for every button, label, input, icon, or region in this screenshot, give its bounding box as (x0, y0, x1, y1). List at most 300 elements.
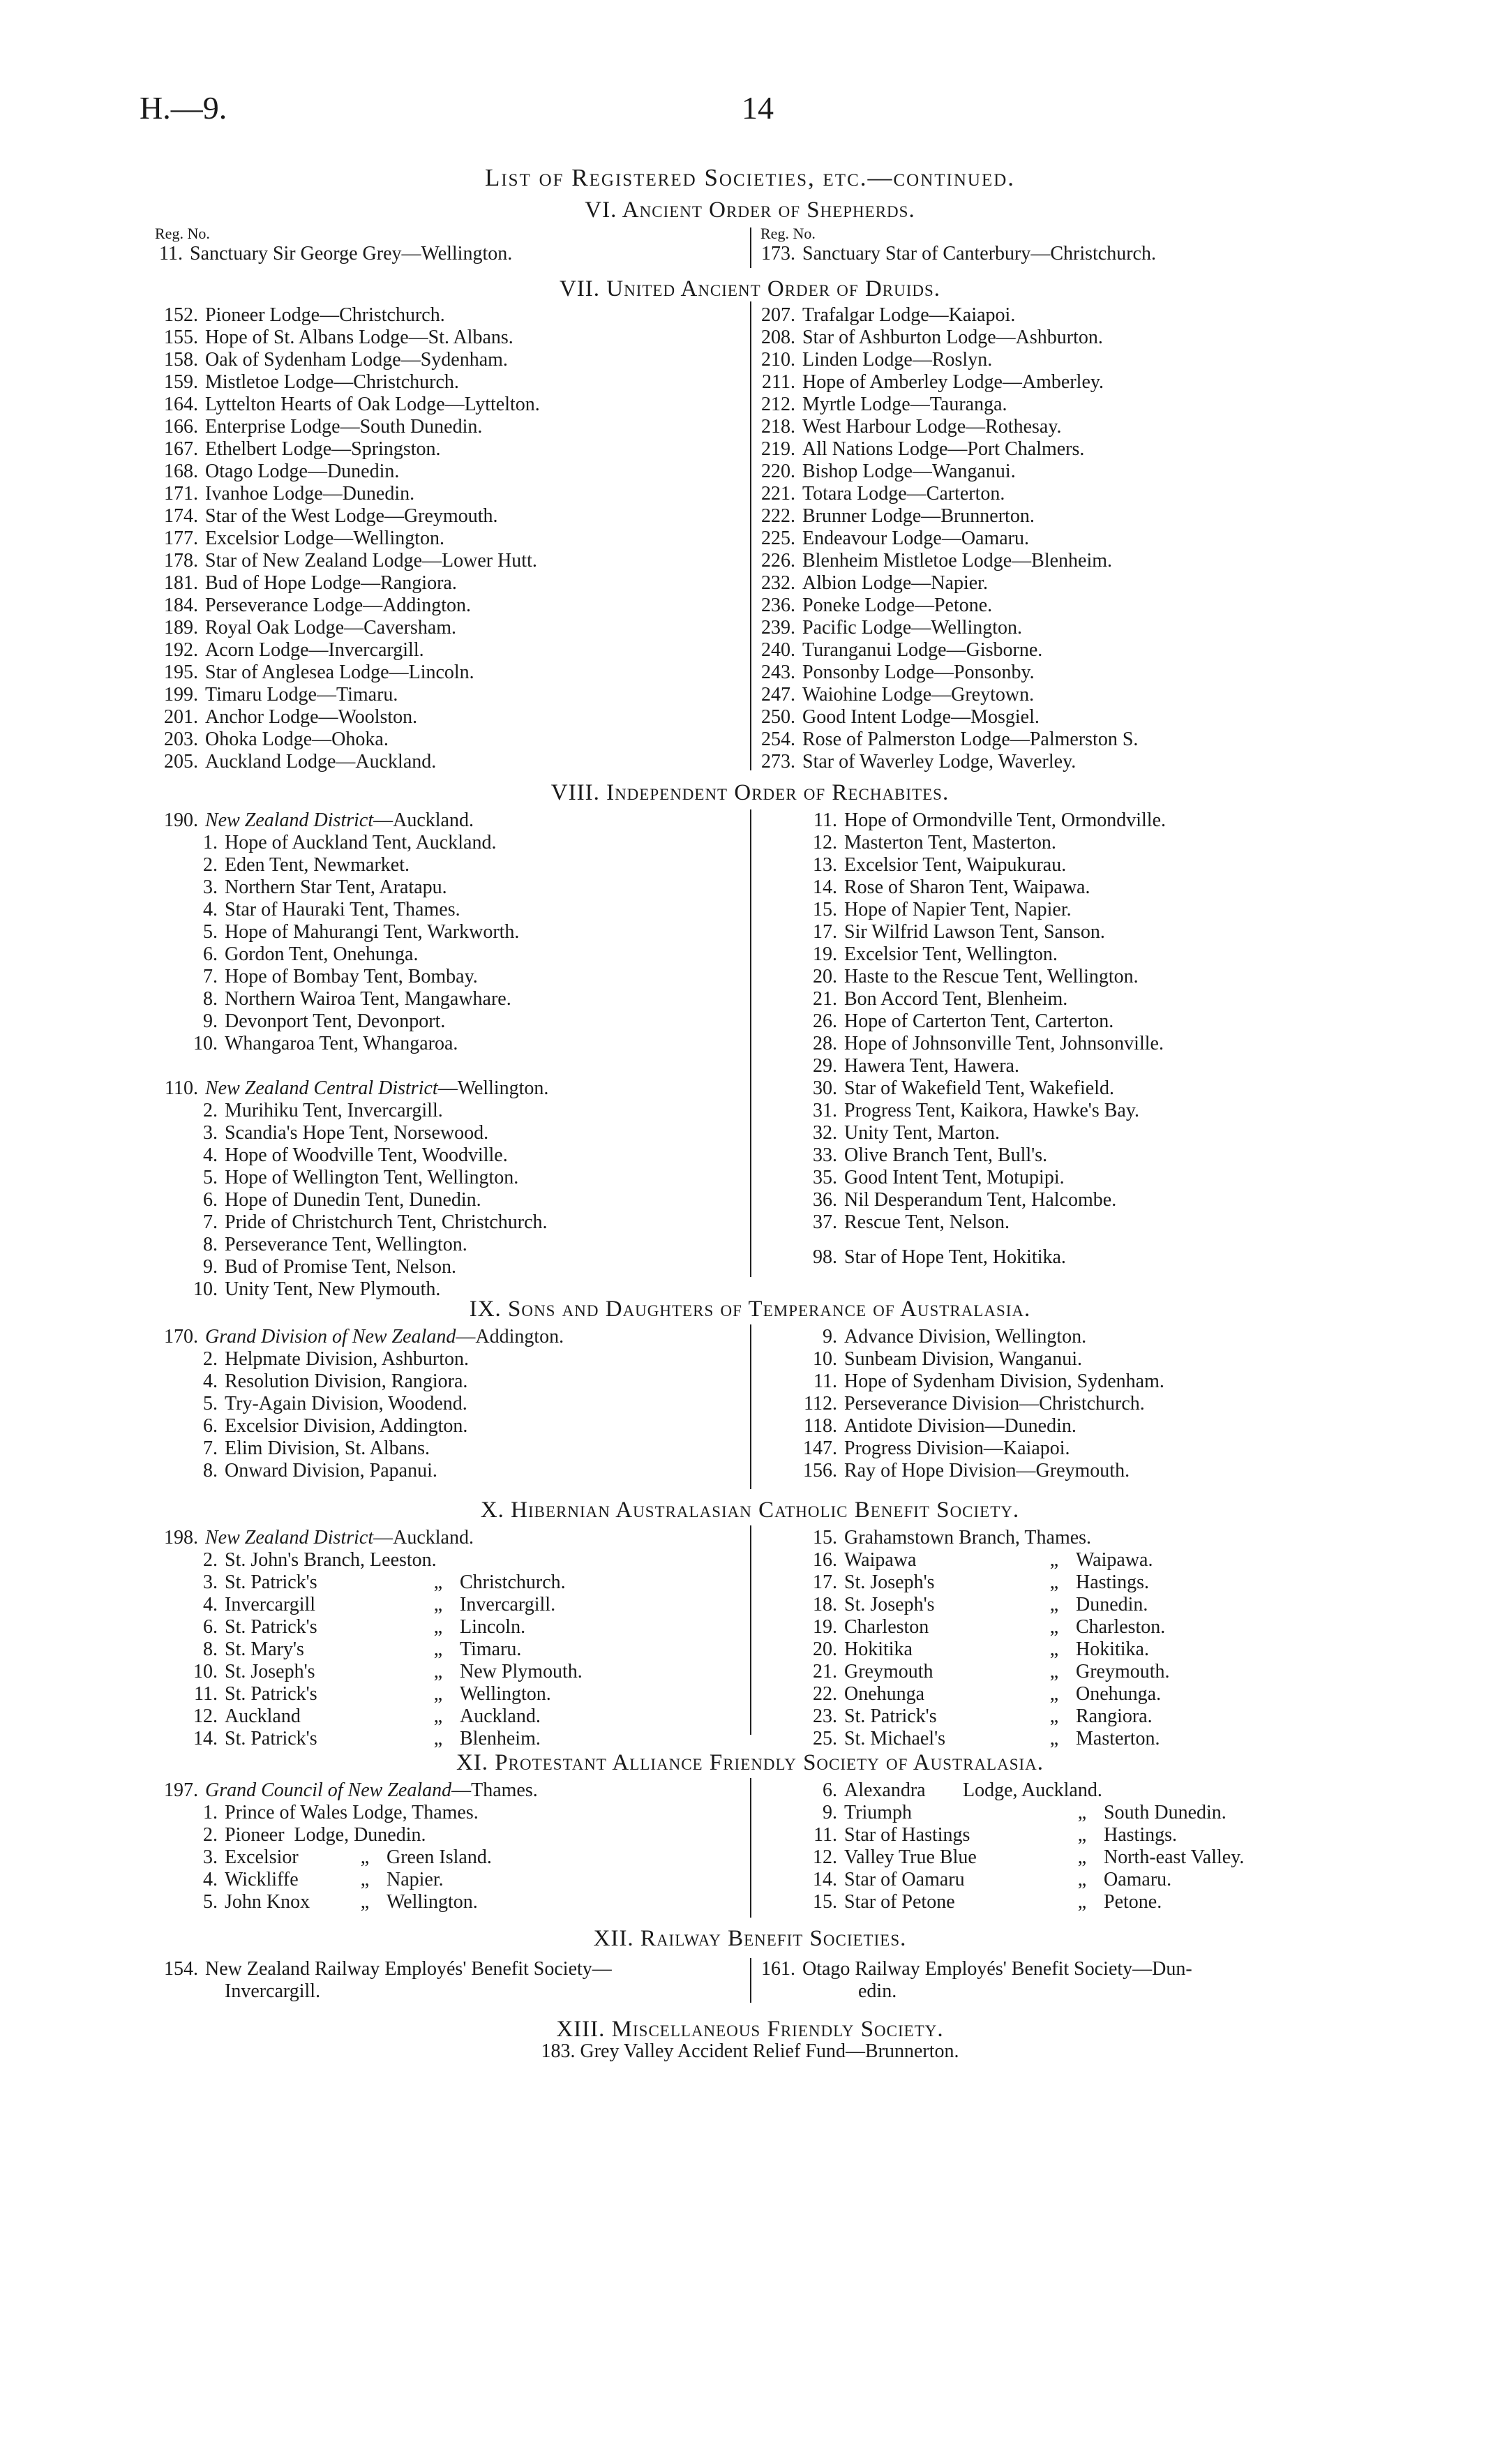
reg-number: 192. (164, 639, 198, 661)
list-item (802, 1802, 1244, 1824)
list-item (155, 1371, 564, 1393)
group-heading: 198. New Zealand District—Auckland. (164, 1527, 474, 1548)
reg-number: 221. (761, 483, 795, 505)
society-name: Perseverance Division—Christchurch. (844, 1393, 1145, 1414)
society-name: Endeavour Lodge—Oamaru. (802, 528, 1029, 549)
society-name: Mistletoe Lodge—Christchurch. (205, 371, 459, 393)
society-name: Resolution Division, Rangiora. (225, 1371, 468, 1392)
society-name: Hope of Johnsonville Tent, Johnsonville. (844, 1033, 1164, 1054)
society-name: Antidote Division—Dunedin. (844, 1415, 1077, 1437)
society-name: Pride of Christchurch Tent, Christchurch. (225, 1211, 548, 1233)
list-item (760, 751, 1138, 773)
society-name: Northern Wairoa Tent, Mangawhare. (225, 988, 511, 1010)
reg-number: 205. (164, 751, 198, 772)
society-name: Progress Division—Kaiapoi. (844, 1438, 1070, 1459)
society-name: Star of Wakefield Tent, Wakefield. (844, 1077, 1114, 1099)
group-heading: 190. New Zealand District—Auckland. (164, 809, 474, 831)
reg-number: 5. (203, 1891, 218, 1913)
reg-number: 37. (813, 1211, 837, 1233)
section-8-group-2 (155, 1077, 548, 1301)
reg-number: 28. (813, 1033, 837, 1054)
list-item (155, 416, 540, 438)
branch-name: St. Joseph's (225, 1661, 315, 1682)
reg-number: 166. (164, 416, 198, 438)
list-item (802, 1594, 1170, 1616)
reg-number: 35. (813, 1167, 837, 1188)
ditto-mark: „ (433, 1728, 443, 1749)
reg-number: 22. (813, 1683, 837, 1705)
branch-name: St. Mary's (225, 1638, 304, 1660)
list-item (802, 1167, 1166, 1189)
ditto-mark: „ (433, 1683, 443, 1705)
branch-place: Onehunga. (1076, 1683, 1162, 1705)
list-item (155, 943, 519, 966)
society-name: Rose of Sharon Tent, Waipawa. (844, 876, 1090, 898)
section-11-title: XI. Protestant Alliance Friendly Society of Australasia. (456, 1750, 1044, 1775)
list-item (760, 729, 1138, 751)
branch-place: Green Island. (387, 1846, 492, 1868)
section-13-item: 183. Grey Valley Accident Relief Fund—Brunnerton. (541, 2040, 959, 2062)
branch-name: Valley True Blue (844, 1846, 977, 1868)
group-heading: 110. New Zealand Central District—Wellington. (165, 1077, 549, 1099)
section-6-title: VI. Ancient Order of Shepherds. (585, 197, 915, 223)
ditto-mark: „ (1049, 1683, 1059, 1705)
society-name: Pacific Lodge—Wellington. (802, 617, 1022, 639)
list-item (155, 1211, 548, 1234)
reg-number: 239. (761, 617, 795, 639)
reg-number: 26. (813, 1010, 837, 1032)
reg-number: 9. (203, 1010, 218, 1032)
column-divider (750, 1958, 751, 2003)
reg-number: 12. (813, 832, 837, 853)
reg-number: 14. (813, 1869, 837, 1890)
list-item (155, 899, 519, 921)
society-name: Excelsior Lodge—Wellington. (205, 528, 444, 549)
reg-number: 5. (203, 1393, 218, 1414)
reg-number: 184. (164, 595, 198, 616)
group-heading: 170. Grand Division of New Zealand—Addington. (164, 1326, 564, 1347)
society-name: Star of Hauraki Tent, Thames. (225, 899, 460, 920)
reg-number: 208. (761, 327, 795, 348)
reg-number: 3. (203, 1846, 218, 1868)
branch-name: Star of Oamaru (844, 1869, 965, 1890)
reg-number: 273. (761, 751, 795, 772)
ditto-mark: „ (1049, 1728, 1059, 1749)
society-name: Hope of Sydenham Division, Sydenham. (844, 1371, 1164, 1392)
section-8-group-1 (155, 809, 519, 1055)
list-item (155, 639, 540, 662)
society-name: Hope of Mahurangi Tent, Warkworth. (225, 921, 520, 943)
society-name: Star of Waverley Lodge, Waverley. (802, 751, 1077, 772)
section-7-title: VII. United Ancient Order of Druids. (559, 276, 941, 301)
reg-number: 171. (164, 483, 198, 505)
list-item (155, 1348, 564, 1371)
reg-number: 14. (813, 876, 837, 898)
list-item (802, 1638, 1170, 1661)
society-name: Excelsior Tent, Waipukurau. (844, 854, 1067, 876)
list-item (802, 854, 1166, 876)
list-item (802, 832, 1166, 854)
reg-number: 195. (164, 662, 198, 683)
list-item (802, 1869, 1244, 1891)
society-name: Advance Division, Wellington. (844, 1326, 1087, 1347)
list-item (802, 1571, 1170, 1594)
society-name: Perseverance Tent, Wellington. (225, 1234, 467, 1255)
ditto-mark: „ (360, 1869, 370, 1890)
reg-number: 6. (203, 1616, 218, 1638)
society-name: Albion Lodge—Napier. (802, 572, 988, 594)
reg-number: 4. (203, 1144, 218, 1166)
list-item (760, 662, 1138, 684)
branch-name: Charleston (844, 1616, 929, 1638)
ditto-mark: „ (1049, 1594, 1059, 1615)
list-item (760, 706, 1138, 729)
reg-number: 4. (203, 1371, 218, 1392)
list-item (155, 483, 540, 505)
page-number: 14 (742, 90, 774, 126)
reg-number: 155. (164, 327, 198, 348)
society-name: Sunbeam Division, Wanganui. (844, 1348, 1082, 1370)
list-item (802, 1122, 1166, 1144)
list-item (802, 1144, 1166, 1167)
reg-number: 11. (813, 1824, 837, 1846)
list-item (802, 943, 1166, 966)
reg-number: 9. (823, 1802, 837, 1823)
section-8-right-extra (802, 1246, 1066, 1269)
reg-number: 8. (203, 1638, 218, 1660)
society-name: Turanganui Lodge—Gisborne. (802, 639, 1043, 661)
society-name: Ethelbert Lodge—Springston. (205, 438, 441, 460)
list-item (802, 1728, 1170, 1750)
list-item (155, 1705, 583, 1728)
branch-place: Lincoln. (460, 1616, 526, 1638)
branch-place: Wellington. (387, 1891, 478, 1913)
reg-number: 177. (164, 528, 198, 549)
section-12-title: XII. Railway Benefit Societies. (593, 1926, 907, 1951)
list-item (760, 394, 1138, 416)
society-name: Poneke Lodge—Petone. (802, 595, 993, 616)
column-divider (750, 301, 751, 770)
reg-number: 7. (203, 966, 218, 987)
society-name: Hope of Carterton Tent, Carterton. (844, 1010, 1114, 1032)
list-item (155, 662, 540, 684)
list-item (760, 684, 1138, 706)
reg-number: 32. (813, 1122, 837, 1144)
list-item (155, 1616, 583, 1638)
branch-name: Star of Petone (844, 1891, 955, 1913)
society-name: Excelsior Division, Addington. (225, 1415, 468, 1437)
list-item (802, 1891, 1244, 1913)
society-name: Brunner Lodge—Brunnerton. (802, 505, 1035, 527)
report-reference: H.—9. (140, 90, 227, 126)
branch-place: Christchurch. (460, 1571, 566, 1593)
list-item (802, 1055, 1166, 1077)
group-items (155, 1348, 564, 1482)
society-name: Anchor Lodge—Woolston. (205, 706, 418, 728)
society-name: Perseverance Lodge—Addington. (205, 595, 471, 616)
branch-name: Auckland (225, 1705, 301, 1727)
ditto-mark: „ (433, 1571, 443, 1593)
list-item (155, 595, 540, 617)
ditto-mark: „ (1049, 1571, 1059, 1593)
group-items (155, 1846, 538, 1913)
branch-name: Invercargill (225, 1594, 316, 1615)
reg-number: 174. (164, 505, 198, 527)
reg-number: 168. (164, 461, 198, 482)
list-item-continuation: Invercargill. (225, 1980, 321, 2002)
branch-name: Greymouth (844, 1661, 933, 1682)
society-name: Elim Division, St. Albans. (225, 1438, 430, 1459)
list-item (155, 1460, 564, 1482)
branch-name: Wickliffe (225, 1869, 299, 1890)
society-name: Northern Star Tent, Aratapu. (225, 876, 447, 898)
reg-number: 13. (813, 854, 837, 876)
reg-number: 167. (164, 438, 198, 460)
reg-number: 25. (813, 1728, 837, 1749)
society-name: Bud of Hope Lodge—Rangiora. (205, 572, 457, 594)
list-item (760, 1371, 1164, 1393)
ditto-mark: „ (360, 1891, 370, 1913)
branch-name: Waipawa (844, 1549, 917, 1571)
reg-number: 5. (203, 1167, 218, 1188)
reg-number: 158. (164, 349, 198, 371)
section-9-title: IX. Sons and Daughters of Temperance of Australasia. (469, 1297, 1031, 1322)
reg-number: 147. (803, 1438, 837, 1459)
branch-name: St. Joseph's (844, 1594, 935, 1615)
reg-number: 199. (164, 684, 198, 705)
reg-number: 30. (813, 1077, 837, 1099)
branch-place: Invercargill. (460, 1594, 556, 1615)
reg-no-header-right: Reg. No. (760, 225, 816, 242)
branch-name: Onehunga (844, 1683, 925, 1705)
reg-number: 218. (761, 416, 795, 438)
list-item (155, 988, 519, 1010)
reg-number: 20. (813, 1638, 837, 1660)
list-item (760, 595, 1138, 617)
list-item: 1. Prince of Wales Lodge, Thames. (203, 1802, 479, 1823)
list-item (760, 528, 1138, 550)
list-item (155, 1638, 583, 1661)
ditto-mark: „ (1049, 1705, 1059, 1727)
branch-place: Oamaru. (1104, 1869, 1172, 1890)
list-item (155, 1661, 583, 1683)
reg-number: 36. (813, 1189, 837, 1211)
reg-number: 15. (813, 899, 837, 920)
reg-number: 2. (203, 854, 218, 876)
branch-place: Wellington. (460, 1683, 551, 1705)
list-item (155, 1594, 583, 1616)
list-item (802, 899, 1166, 921)
section-11-right (802, 1779, 1244, 1913)
society-name: Waiohine Lodge—Greytown. (802, 684, 1035, 705)
section-8-right (802, 809, 1166, 1234)
reg-number: 164. (164, 394, 198, 415)
list-item (155, 1728, 583, 1750)
list-item (760, 349, 1138, 371)
reg-number: 4. (203, 899, 218, 920)
reg-number: 33. (813, 1144, 837, 1166)
society-name: Royal Oak Lodge—Caversham. (205, 617, 457, 639)
list-item (155, 1846, 538, 1869)
reg-number: 8. (203, 1460, 218, 1481)
list-item (155, 505, 540, 528)
column-divider (750, 227, 751, 268)
list-item (802, 1705, 1170, 1728)
branch-place: Napier. (387, 1869, 444, 1890)
reg-number: 3. (203, 1122, 218, 1144)
list-item (802, 1616, 1170, 1638)
society-name: Star of the West Lodge—Greymouth. (205, 505, 498, 527)
main-title: List of Registered Societies, etc.—continued. (484, 164, 1016, 191)
branch-place: Petone. (1104, 1891, 1162, 1913)
reg-number: 232. (761, 572, 795, 594)
section-7-left (155, 304, 540, 773)
society-name: Helpmate Division, Ashburton. (225, 1348, 469, 1370)
list-item (760, 483, 1138, 505)
reg-number: 222. (761, 505, 795, 527)
society-name: Olive Branch Tent, Bull's. (844, 1144, 1048, 1166)
list-item: 11. Sanctuary Sir George Grey—Wellington. (159, 243, 513, 264)
list-item (155, 371, 540, 394)
society-name: Ponsonby Lodge—Ponsonby. (802, 662, 1035, 683)
list-item (155, 1144, 548, 1167)
list-item (155, 1256, 548, 1278)
reg-number: 7. (203, 1211, 218, 1233)
section-12-left (155, 1958, 612, 2003)
section-6-left (140, 243, 512, 265)
reg-number: 189. (164, 617, 198, 639)
reg-number: 5. (203, 921, 218, 943)
reg-number: 254. (761, 729, 795, 750)
reg-number: 18. (813, 1594, 837, 1615)
society-name: Oak of Sydenham Lodge—Sydenham. (205, 349, 508, 371)
section-10-left (155, 1527, 583, 1750)
ditto-mark: „ (1049, 1638, 1059, 1660)
list-item (760, 371, 1138, 394)
list-item: 2. St. John's Branch, Leeston. (203, 1549, 437, 1571)
society-name: Try-Again Division, Woodend. (225, 1393, 467, 1414)
reg-number: 250. (761, 706, 795, 728)
society-name: Scandia's Hope Tent, Norsewood. (225, 1122, 489, 1144)
list-item (155, 550, 540, 572)
branch-place: Blenheim. (460, 1728, 541, 1749)
reg-number: 4. (203, 1594, 218, 1615)
reg-number: 6. (203, 1415, 218, 1437)
reg-number: 243. (761, 662, 795, 683)
society-name: Hope of Dunedin Tent, Dunedin. (225, 1189, 481, 1211)
list-item (802, 966, 1166, 988)
society-name: Auckland Lodge—Auckland. (205, 751, 437, 772)
branch-place: Timaru. (460, 1638, 522, 1660)
society-name: Murihiku Tent, Invercargill. (225, 1100, 443, 1121)
branch-name: St. Patrick's (225, 1728, 317, 1749)
list-item (155, 1869, 538, 1891)
branch-name: St. Patrick's (225, 1683, 317, 1705)
group-items (155, 1100, 548, 1301)
reg-number: 12. (193, 1705, 218, 1727)
society-name: Linden Lodge—Roslyn. (802, 349, 993, 371)
reg-number: 16. (813, 1549, 837, 1571)
list-item (155, 1683, 583, 1705)
list-item (155, 832, 519, 854)
reg-number: 11. (813, 1371, 837, 1392)
reg-number: 181. (164, 572, 198, 594)
reg-number: 15. (813, 1891, 837, 1913)
society-name: Sir Wilfrid Lawson Tent, Sanson. (844, 921, 1105, 943)
ditto-mark: „ (1077, 1846, 1087, 1868)
reg-number: 3. (203, 1571, 218, 1593)
list-item (802, 1189, 1166, 1211)
branch-place: Charleston. (1076, 1616, 1166, 1638)
reg-number: 11. (194, 1683, 218, 1705)
reg-number: 8. (203, 1234, 218, 1255)
branch-place: South Dunedin. (1104, 1802, 1227, 1823)
list-item (155, 1393, 564, 1415)
society-name: Star of New Zealand Lodge—Lower Hutt. (205, 550, 537, 572)
list-item (760, 572, 1138, 595)
ditto-mark: „ (1077, 1802, 1087, 1823)
society-name: Enterprise Lodge—South Dunedin. (205, 416, 483, 438)
reg-number: 112. (804, 1393, 837, 1414)
list-item (155, 966, 519, 988)
list-item (760, 327, 1138, 349)
society-name: Hope of St. Albans Lodge—St. Albans. (205, 327, 513, 348)
branch-place: Masterton. (1076, 1728, 1160, 1749)
list-item (155, 1189, 548, 1211)
reg-number: 210. (761, 349, 795, 371)
society-name: Hope of Auckland Tent, Auckland. (225, 832, 497, 853)
list-item (802, 1846, 1244, 1869)
list-item: 15. Grahamstown Branch, Thames. (813, 1527, 1092, 1548)
list-item (155, 854, 519, 876)
branch-name: John Knox (225, 1891, 310, 1913)
list-item (155, 1010, 519, 1033)
list-item (155, 1167, 548, 1189)
ditto-mark: „ (1077, 1891, 1087, 1913)
reg-number: 20. (813, 966, 837, 987)
list-item (155, 1122, 548, 1144)
society-name: Hope of Wellington Tent, Wellington. (225, 1167, 519, 1188)
list-item (155, 729, 540, 751)
society-name: Unity Tent, Marton. (844, 1122, 1000, 1144)
society-name: Eden Tent, Newmarket. (225, 854, 410, 876)
ditto-mark: „ (1049, 1661, 1059, 1682)
list-item (155, 461, 540, 483)
list-item (760, 1326, 1164, 1348)
list-item (760, 505, 1138, 528)
section-10-title: X. Hibernian Australasian Catholic Benefit Society. (480, 1498, 1020, 1523)
column-divider (750, 1324, 751, 1489)
group-items (802, 1802, 1244, 1913)
list-item: 161. Otago Railway Employés' Benefit Society—Dun- (761, 1958, 1192, 1980)
reg-number: 17. (813, 1571, 837, 1593)
society-name: Bishop Lodge—Wanganui. (802, 461, 1016, 482)
ditto-mark: „ (433, 1638, 443, 1660)
list-item (155, 684, 540, 706)
list-item (802, 921, 1166, 943)
reg-number: 226. (761, 550, 795, 572)
reg-number: 1. (203, 832, 218, 853)
list-item: 154. New Zealand Railway Employés' Benefit Society— (164, 1958, 612, 1980)
society-name: Devonport Tent, Devonport. (225, 1010, 446, 1032)
list-item (802, 1033, 1166, 1055)
branch-name: St. Patrick's (225, 1571, 317, 1593)
reg-number: 21. (813, 1661, 837, 1682)
reg-number: 6. (203, 943, 218, 965)
reg-number: 159. (164, 371, 198, 393)
reg-number: 212. (761, 394, 795, 415)
list-item (155, 706, 540, 729)
